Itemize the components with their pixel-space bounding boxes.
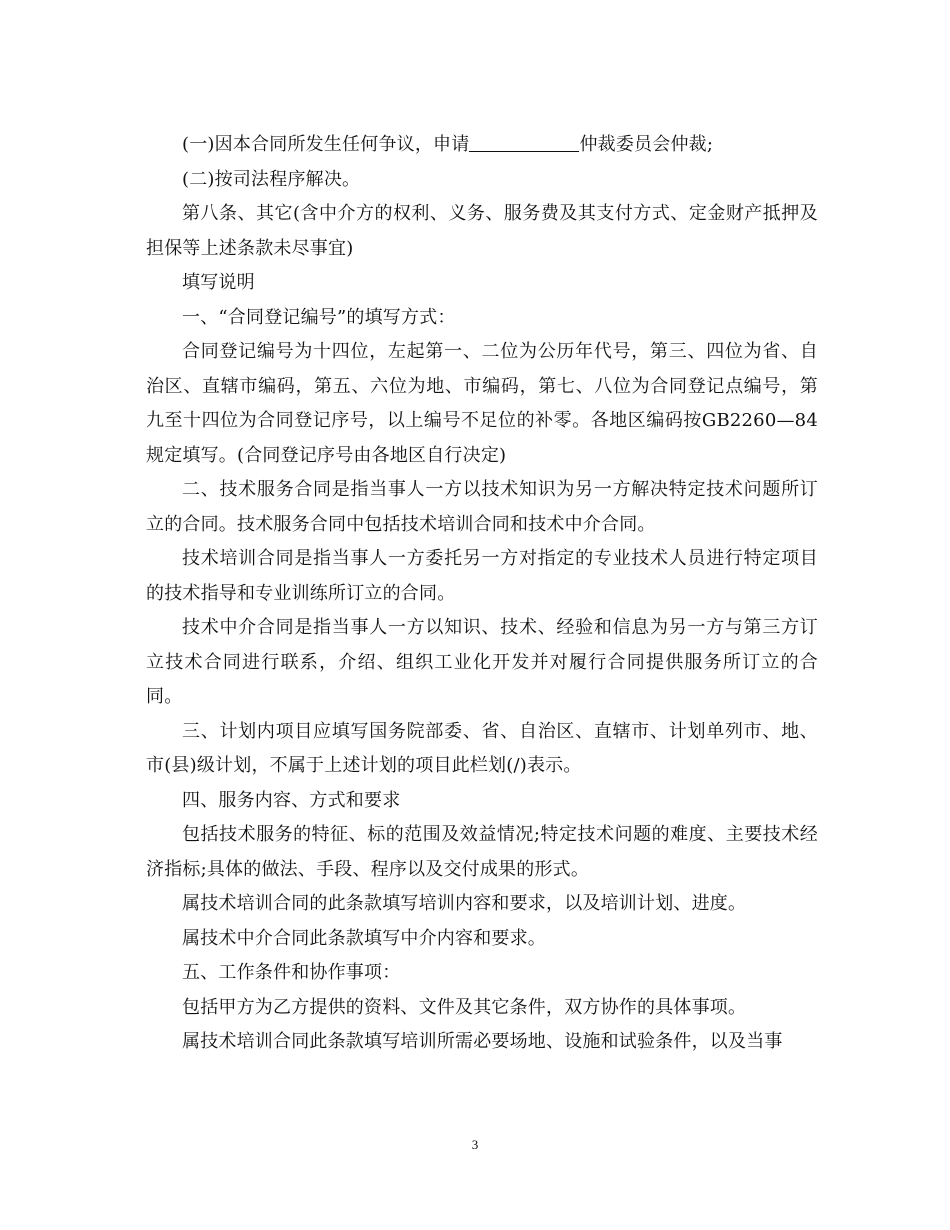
instruction-four-body: 包括技术服务的特征、标的范围及效益情况;特定技术问题的难度、主要技术经济指标;具体的做法、手段、程序以及交付成果的形式。 [146,824,818,880]
instruction-five-body: 包括甲方为乙方提供的资料、文件及其它条件，双方协作的具体事项。 [182,996,747,1018]
instruction-one-heading: 一、“合同登记编号”的填写方式： [182,306,456,328]
training-contract-definition: 技术培训合同是指当事人一方委托另一方对指定的专业技术人员进行特定项目的技术指导和专业训练所订立的合同。 [146,548,818,604]
instruction-five-training: 属技术培训合同此条款填写培训所需必要场地、设施和试验条件，以及当事 [182,1031,783,1052]
clause-arbitration-text: (一)因本合同所发生任何争议，申请 [182,134,470,155]
arbitration-committee-blank [469,133,579,152]
intermediary-contract-definition: 技术中介合同是指当事人一方以知识、技术、经验和信息为另一方与第三方订立技术合同进行联系，介绍、组织工业化开发并对履行合同提供服务所订立的合同。 [146,617,818,707]
article-eight: 第八条、其它(含中介方的权利、义务、服务费及其支付方式、定金财产抵押及担保等上述条款未尽事宜) [146,203,818,259]
instruction-four-training: 属技术培训合同的此条款填写培训内容和要求，以及培训计划、进度。 [182,893,747,914]
instruction-four-heading: 四、服务内容、方式和要求 [182,789,401,811]
instruction-one-body: 合同登记编号为十四位，左起第一、二位为公历年代号，第三、四位为省、自治区、直辖市编码，第五、六位为地、市编码，第七、八位为合同登记点编号，第九至十四位为合同登记序号，以上编号不足位的补零。各地区编码按GB2260—84规定填写。(合同登记序号由各地区自行决定) [146,341,818,466]
instruction-five-heading: 五、工作条件和协作事项： [182,962,401,983]
instruction-two: 二、技术服务合同是指当事人一方以技术知识为另一方解决特定技术问题所订立的合同。技术服务合同中包括技术培训合同和技术中介合同。 [146,479,818,535]
instruction-three: 三、计划内项目应填写国务院部委、省、自治区、直辖市、计划单列市、地、市(县)级计划，不属于上述计划的项目此栏划(/)表示。 [146,720,818,776]
clause-arbitration [146,128,818,163]
instruction-four-intermediary: 属技术中介合同此条款填写中介内容和要求。 [182,927,546,949]
section-heading-instructions: 填写说明 [182,272,255,293]
document-body [146,128,818,1060]
clause-judicial: (二)按司法程序解决。 [182,168,361,190]
page-number: 3 [471,1137,479,1152]
clause-arbitration-text-end: 仲裁委员会仲裁; [579,134,714,155]
